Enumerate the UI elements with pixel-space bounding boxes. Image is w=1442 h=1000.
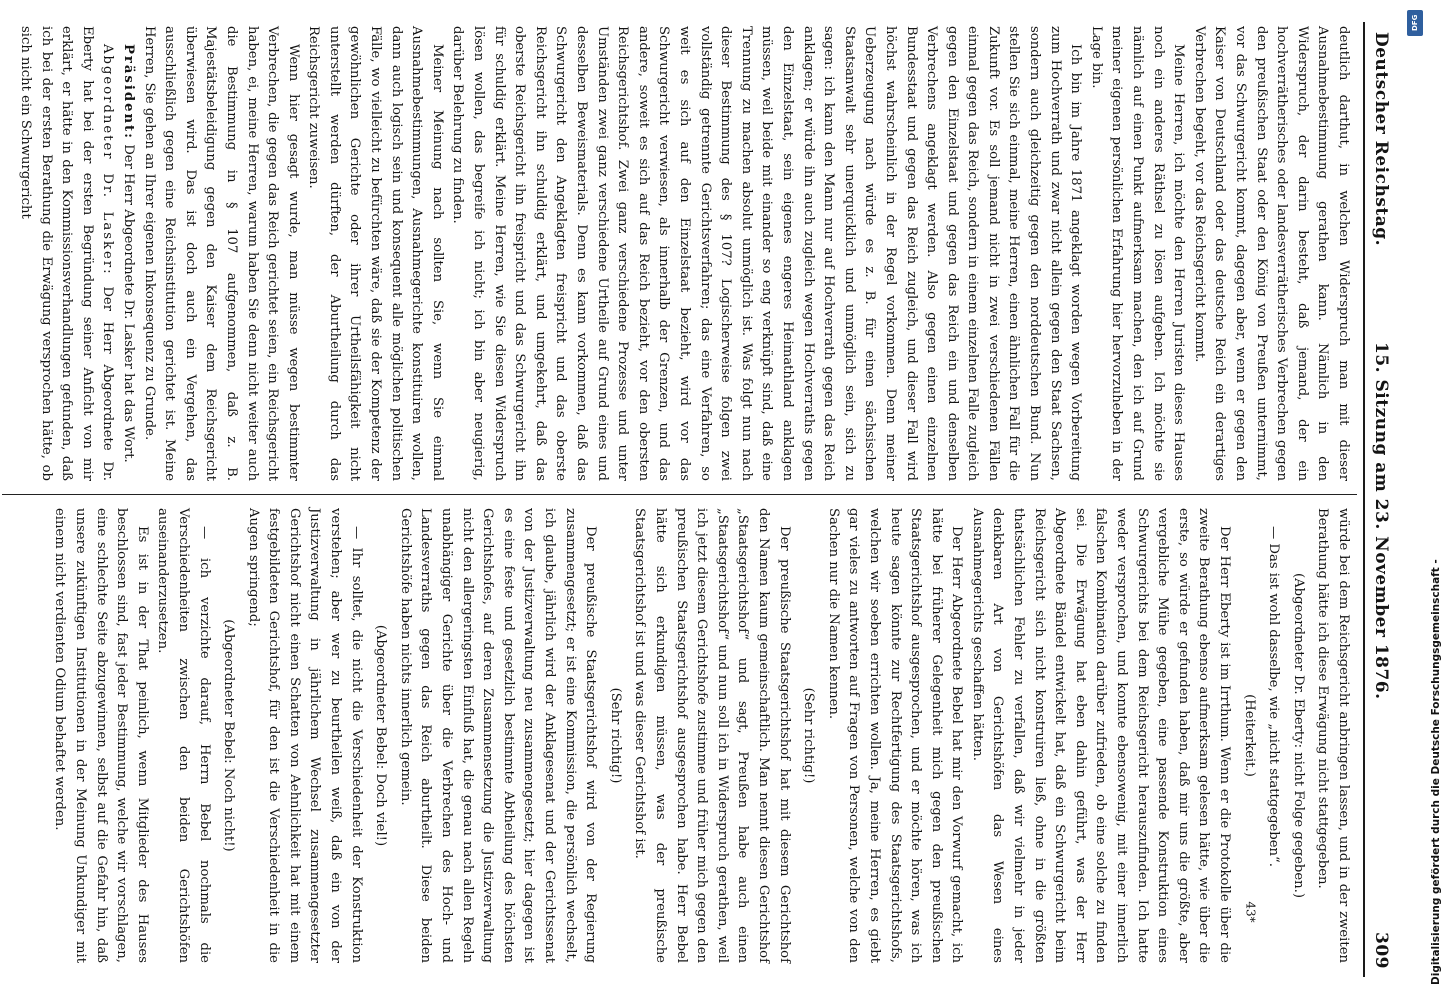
paragraph: Es ist in der That peinlich, wenn Mitglieder des Hauses beschlossen sind, fast jeder Bestimmung, welche wir vorschlagen, eine schlechte Seite abzugewinnen, selbst auf die Gefahr hin, daß unsere zukünftigen Institutionen in der Meinung Unkundiger mit einem nicht verdienten Odium behaftet werden. <box>52 508 150 963</box>
paragraph: Meine Herren, ich möchte den Herren Juristen dieses Hauses noch ein anderes Räthsel zu lösen aufgeben. Ich möchte sie nämlich auf einen Punkt aufmerksam machen, den ich auf Grund meiner eigenen persönlichen Erfahrung hier hervorzuheben in der Lage bin. <box>1088 26 1187 481</box>
header-session: 15. Sitzung am 23. November 1876. <box>1371 342 1391 700</box>
paragraph: — Das ist wohl dasselbe, wie „nicht stattgegeben“. <box>1266 526 1282 867</box>
president-statement <box>117 26 138 481</box>
paragraph: würde bei dem Reichsgericht anbringen lassen, und in der zweiten Berathung hätte ich diese Erwägung nicht stattgegeben. <box>1315 508 1351 963</box>
page-header <box>1363 22 1397 977</box>
interjection: (Sehr richtig!) <box>607 687 623 784</box>
interjection: (Sehr richtig!) <box>801 687 817 784</box>
paragraph: Ich bin im Jahre 1871 angeklagt worden wegen Vorbereitung zum Hochverrath und zwar nicht allein gegen den Staat Sachsen, sondern auch gleichzeitig gegen den norddeutschen Bund. Nun stellen Sie sich einmal, meine Herren, einen ähnlichen Fall für die Zukunft vor. Es soll jemand nicht in zwei verschiedenen Fällen einmal gegen das Reich, sondern in einem einzelnen Falle zugleich gegen den Einzelstaat und gegen das Reich ein und denselben Verbrechens angeklagt werden. Also gegen einen einzelnen Bundesstaat und gegen das Reich zugleich, und dieser Fall wird höchst wahrscheinlich in der Regel vorkommen. Denn meiner Ueberzeugung nach würde es z. B. für einen sächsischen Staatsanwalt sehr unerquicklich und unmöglich sein, sich zu sagen: ich kann den Mann nur auf Hochverrath gegen das Reich anklagen; er würde ihn auch zugleich wegen Hochverraths gegen den Einzelstaat, sein eigenes engeres Heimathland anklagen müssen, weil beide mit einander so eng verknüpft sind, daß eine Trennung zu machen absolut unmöglich ist. Was folgt nun nach dieser Bestimmung des § 107? Logischerweise folgen zwei vollständig getrennte Gerichtsverfahren; das eine Verfahren, so weit es sich auf den Einzelstaat bezieht, wird vor das Schwurgericht verwiesen, als innerhalb der Grenzen, und das andere, soweit es sich auf das Reich bezieht, vor den obersten Reichsgerichtshof. Zwei ganz verschiedene Prozesse und unter Umständen zwei ganz verschiedene Urtheile auf Grund eines und desselben Beweismaterials. Denn es kann vorkommen, daß das Schwurgericht den Angeklagten freispricht und das oberste Reichsgericht ihn schuldig erklärt, und umgekehrt, daß das oberste Reichsgericht ihn freispricht und das Schwurgericht ihn für schuldig erklärt. Meine Herren, wie Sie diesen Widerspruch lösen wollen, das begreife ich nicht; ich bin aber neugierig, darüber Belehrung zu finden. <box>450 26 1084 481</box>
paragraph: — ich verzichte darauf, Herrn Bebel nochmals die Verschiedenheiten zwischen den beiden Gerichtshöfen auseinanderzusetzen. <box>155 508 212 963</box>
statement-text: Der Herr Abgeordnete Dr. Eberty hat bei der ersten Begründung seiner Anficht von mir erklärt, er hätte in den Kommissionsverhandlungen gefunden, daß ich bei der ersten Berathung die Erwägung versprochen hätte, ob sich nicht ein Schwurgericht <box>18 26 116 481</box>
paragraph: Der Herr Eberty ist im Irrthum. Wenn er die Protokolle über die zweite Berathung ebenso aufmerksam gelesen hätte, wie über die erste, so würde er gefunden haben, daß mir uns die größte, aber vergebliche Mühe gegeben, eine passende Konstruktion eines Schwurgerichts bei dem Reichsgericht herauszufinden. Ich hatte weder versprochen, und konnte ebensowenig, mit einer innerlich falschen Kombination darüber zufrieden, ob eine solche zu finden sei. Die Erwägung hat eben dahin geführt, was der Herr Abgeordnete Bändel entwickelt hat, daß ein Schwurgericht beim Reichsgericht sich nicht konstruiren ließ, ohne in die größten thatsächlichen Fehler zu verfallen, daß wir vielmehr in jeder denkbaren Art von Gerichtshöfen das Wesen eines Ausnahmegerichts geschaffen hätten. <box>969 508 1233 963</box>
paragraph: Der preußische Staatsgerichtshof wird von der Regierung zusammengesetzt; er ist eine Kommission, die persönlich wechselt, ich glaube, jährlich wird der Anklagesenat und der Gerichtssenat von der Justizverwaltung neu zusammengesetzt; hier dagegen ist es eine feste und gesetzlich bestimmte Abtheilung des höchsten Gerichtshofes, auf deren Zusammensetzung die Justizverwaltung nicht den allergeringsten Einfluß hat, die genau nach allen Regeln unabhängiger Gerichte über die Verbrechen des Hoch- und Landesverraths gegen das Reich aburtheilt. Diese beiden Gerichtshöfe haben nichts innerlich gemein. <box>397 508 599 963</box>
dfg-logo-icon: DFG <box>1407 10 1423 36</box>
speaker-name: Abgeordneter Dr. Lasker: <box>100 44 116 276</box>
lasker-statement <box>14 26 117 481</box>
interjection: (Heiterkeit.) <box>1241 694 1257 777</box>
paragraph: Der Herr Abgeordnete Bebel hat mir den Vorwurf gemacht, ich hätte bei früherer Gelegenheit mich gegen den preußischen Staatsgerichtshof ausgesprochen, und er möchte hören, was ich heute sagen könnte zur Rechtfertigung des Staatsgerichtshofs, welchen wir soeben errichten wollen. Ja, meine Herren, es giebt gar vieles zu antworten auf Fragen von Personen, welche von den Sachen nur die Namen kennen. <box>825 508 965 963</box>
interjection: (Abgeordneter Dr. Eberty: nicht Folge gegeben.) <box>1290 573 1306 898</box>
left-column <box>2 26 1353 481</box>
paragraph: deutlich darthut, in welchen Widerspruch man mit dieser Ausnahmebestimmung gerathen kann. Nämlich in den Widerspruch, der darin besteht, daß jemand, der ein hochverrätherisches oder landesverrätherisches Verbrechen gegen den preußischen Staat oder den König von Preußen unternimmt, vor das Schwurgericht kommt, dagegen aber, wenn er gegen den Kaiser von Deutschland oder das deutsche Reich ein derartiges Verbrechen begeht, vor das Reichsgericht kommt. <box>1191 26 1351 481</box>
statement-text: Der Herr Abgeordnete Dr. Lasker hat das Wort. <box>120 144 136 463</box>
digitization-credit: Digitalisierung gefördert durch die Deutsche Forschungsgemeinschaft - <box>1430 559 1442 985</box>
column-divider <box>2 494 1357 495</box>
signature-mark: 43* <box>1243 901 1258 923</box>
paragraph: Wenn hier gesagt wurde, man müsse wegen bestimmter Verbrechen, die gegen das Reich gerichtet seien, ein Reichsgericht haben, ei, meine Herren, warum haben Sie denn nicht weiter auch die Bestimmung in § 107 aufgenommen, daß z. B. Majestätsbeleidigung gegen den Kaiser dem Reichsgericht überwiesen wird. Das ist doch auch ein Vergehen, das ausschließlich gegen eine Reichsinstitution gerichtet ist. Meine Herren, Sie gehen an Ihrer eigenen Inkonsequenz zu Grunde. <box>141 26 301 481</box>
rotated-page-content <box>2 22 1397 977</box>
interjection: (Abgeordneter Bebel: Doch viel!) <box>373 624 389 847</box>
paragraph: — Ihr solltet, die nicht die Verschiedenheit der Konstruktion verstehen; aber wer zu beurtheilen weiß, daß ein von der Justizverwaltung in jährlichem Wechsel zusammengesetzter Gerichtshof nicht einen Schatten von Aehnlichkeit hat mit einem festgebildeten Gerichtshof, für den ist die Verschiedenheit in die Augen springend; <box>245 508 364 963</box>
header-publication: Deutscher Reichstag. <box>1371 32 1391 247</box>
paragraph: Meiner Meinung nach sollten Sie, wenn Sie einmal Ausnahmebestimmungen, Ausnahmegerichte konstituiren wollen, dann auch logisch sein und konsequent alle möglichen politischen Fälle, wo vielleicht zu befürchten wäre, daß sie der Kompetenz der gewöhnlichen Gerichte oder ihrer Urtheilsfähigkeit nicht unterstellt werden dürften, der Aburtheilung durch das Reichsgericht zuweisen. <box>306 26 445 481</box>
page-number: 309 <box>1371 932 1391 969</box>
interjection: (Abgeordneter Bebel: Noch nicht!) <box>221 619 237 852</box>
right-column <box>2 508 1353 963</box>
speaker-name: Präsident: <box>120 44 136 141</box>
digitization-sidebar <box>1400 0 1432 1000</box>
paragraph: Der preußische Staatsgerichtshof hat mit diesem Gerichtshof den Namen kaum gemeinschaftlich. Man nennt diesen Gerichtshof „Staatsgerichtshof“ und sagt, Preußen habe auch einen „Staatsgerichtshof“ und nun soll ich in Widerspruch gerathen, weil ich jetzt diesem Gerichtshofe zustimme und früher mich gegen den preußischen Staatsgerichtshof ausgesprochen habe. Herr Bebel hätte sich erkundigen müssen, was der preußische Staatsgerichtshof ist und was dieser Gerichtshof ist. <box>632 508 792 963</box>
